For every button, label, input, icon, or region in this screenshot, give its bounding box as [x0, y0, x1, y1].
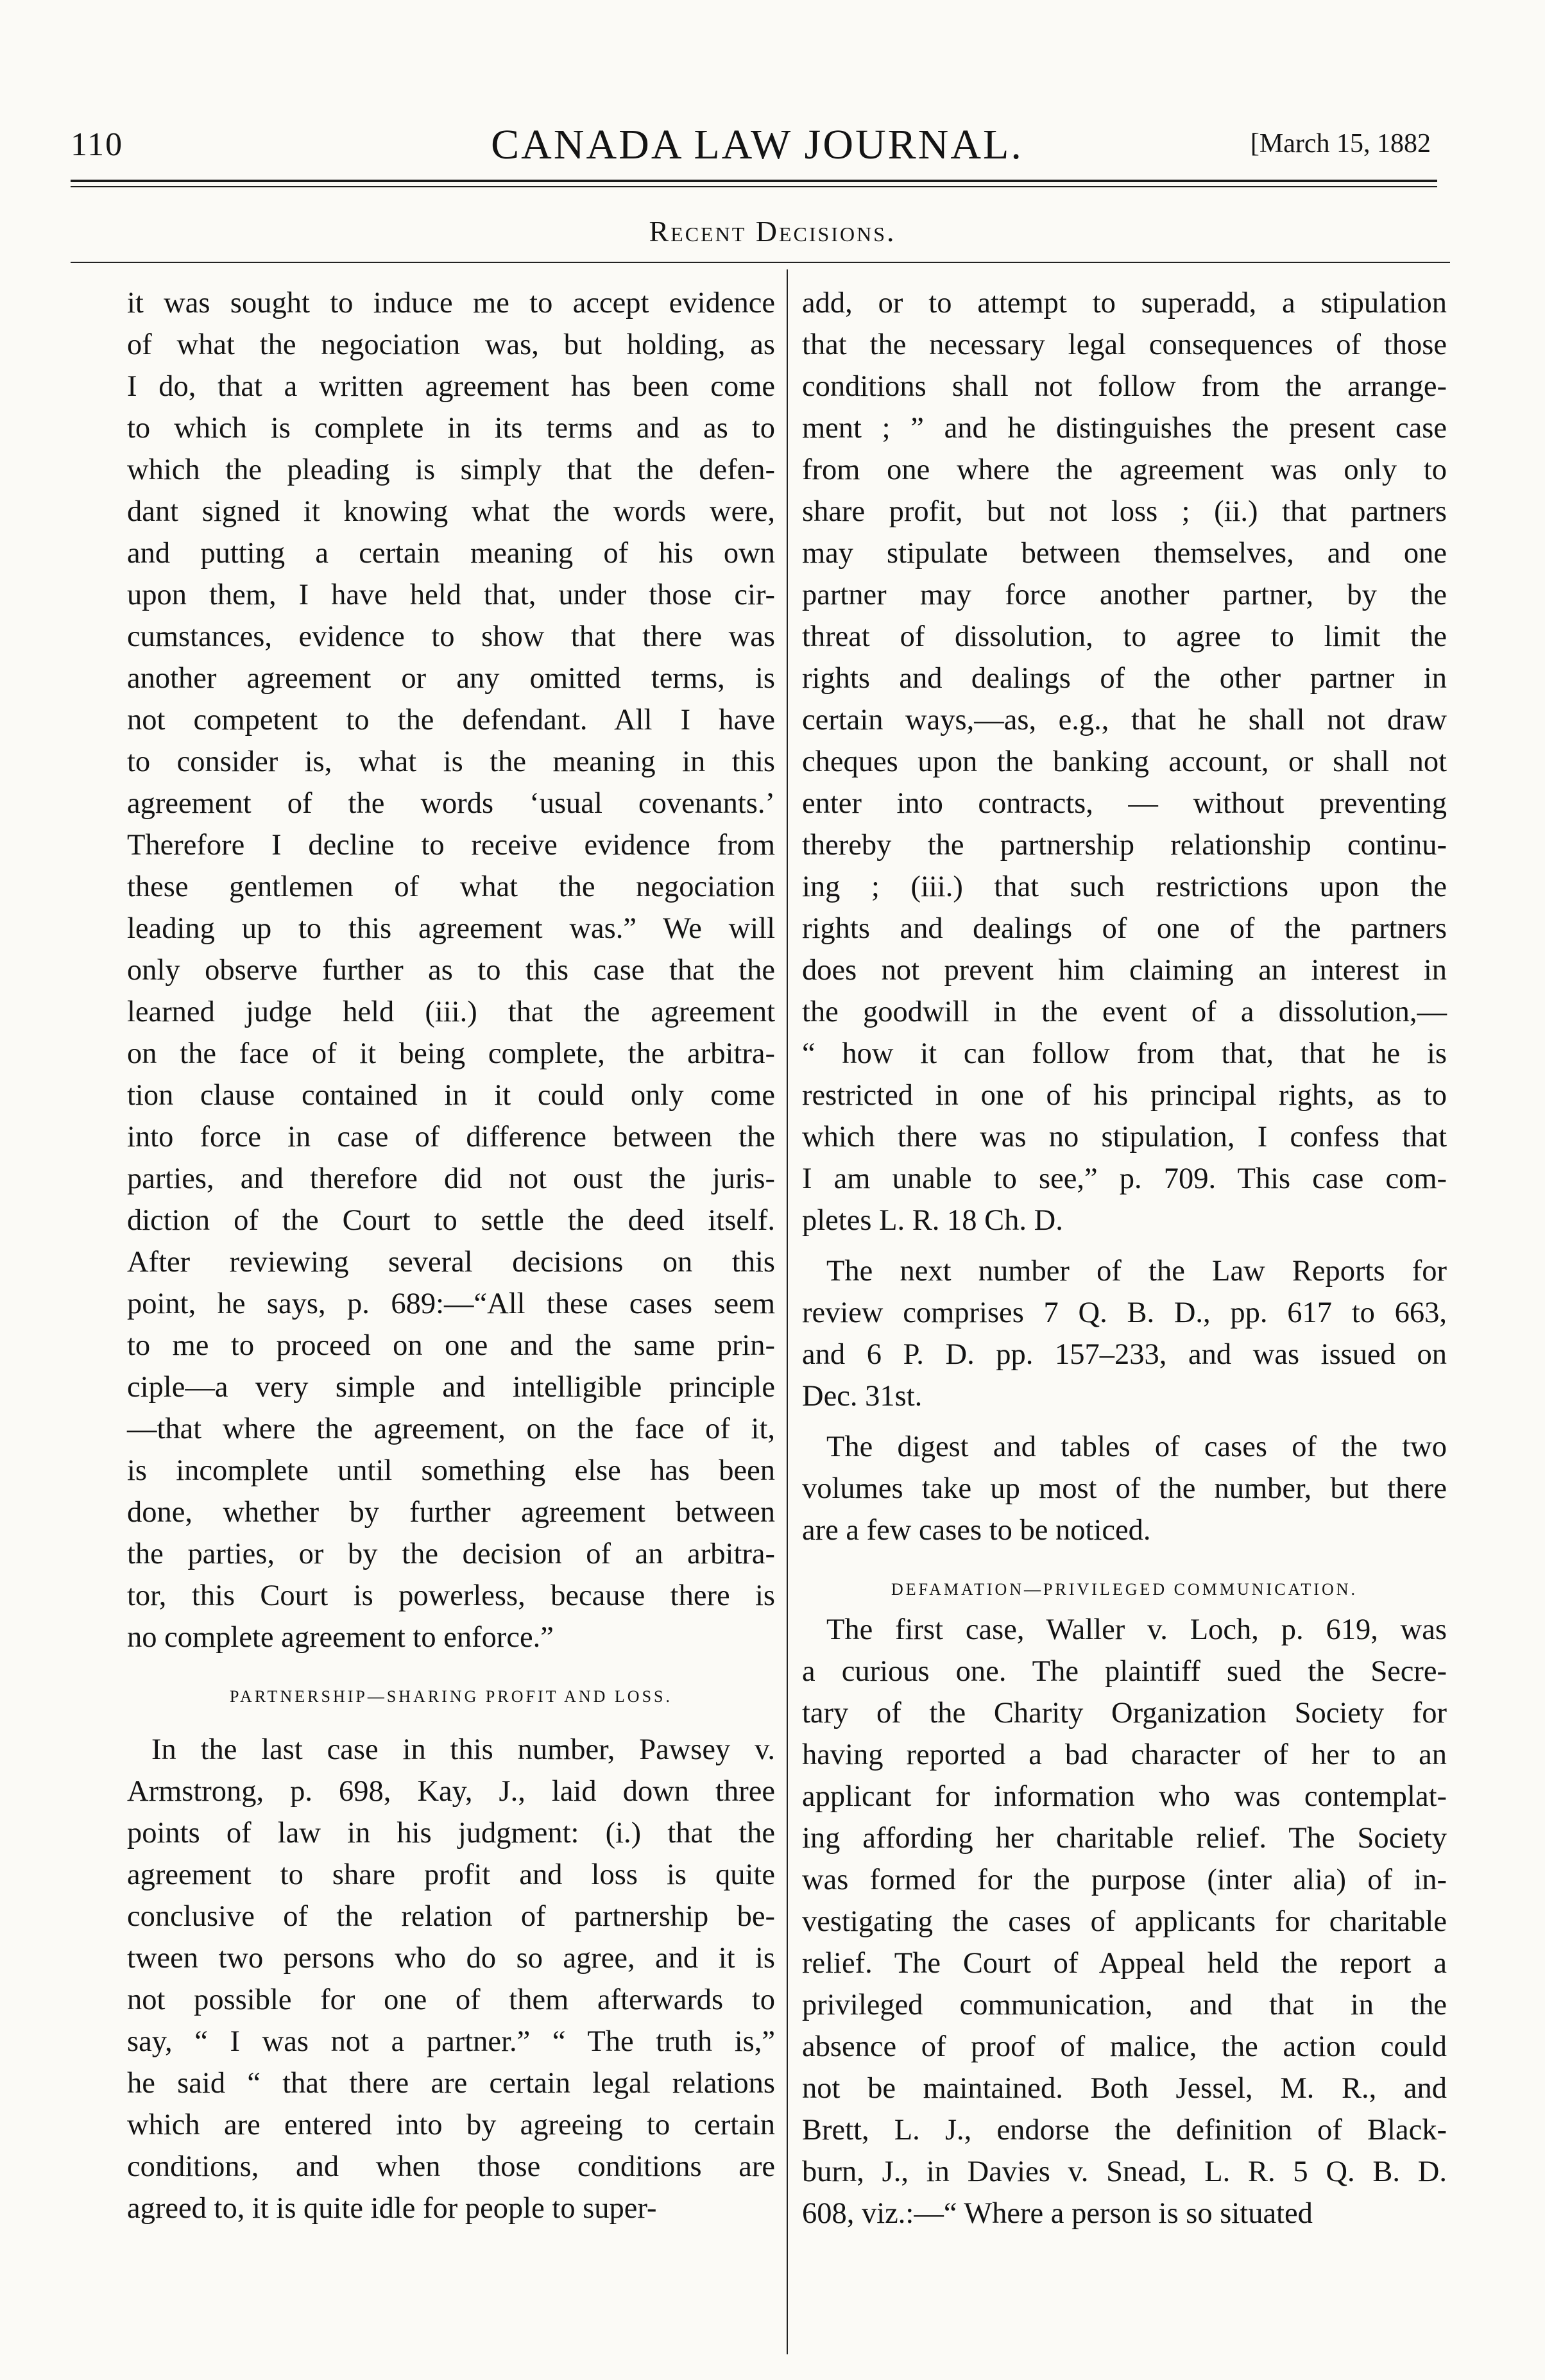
text-line: rights and dealings of one of the partners: [802, 912, 1447, 945]
text-line: is incomplete until something else has been: [127, 1454, 775, 1487]
text-line: After reviewing several decisions on this: [127, 1246, 775, 1279]
text-line: of what the negociation was, but holding, as: [127, 328, 775, 361]
text-line: another agreement or any omitted terms, is: [127, 662, 775, 695]
text-line: ing ; (iii.) that such restrictions upon the: [802, 871, 1447, 903]
text-line: diction of the Court to settle the deed itself.: [127, 1204, 775, 1237]
text-line: a curious one. The plaintiff sued the Secre-: [802, 1655, 1447, 1688]
text-line: pletes L. R. 18 Ch. D.: [802, 1204, 1063, 1237]
text-line: ment ; ” and he distinguishes the present case: [802, 412, 1447, 445]
text-line: the parties, or by the decision of an arbitra-: [127, 1538, 775, 1570]
text-line: volumes take up most of the number, but there: [802, 1472, 1447, 1505]
text-line: upon them, I have held that, under those cir-: [127, 579, 775, 611]
issue-date: [March 15, 1882: [1250, 129, 1431, 158]
right-paragraph-3: [802, 1426, 1447, 1551]
header-rule: [71, 180, 1437, 182]
text-line: parties, and therefore did not oust the juris-: [127, 1162, 775, 1195]
text-line: applicant for information who was contemplat-: [802, 1780, 1447, 1813]
column-divider: [787, 269, 788, 2354]
text-line: 608, viz.:—“ Where a person is so situated: [802, 2197, 1313, 2230]
text-line: which are entered into by agreeing to certain: [127, 2109, 775, 2141]
text-line: tor, this Court is powerless, because there is: [127, 1579, 775, 1612]
text-line: say, “ I was not a partner.” “ The truth is,”: [127, 2025, 775, 2058]
text-line: relief. The Court of Appeal held the report a: [802, 1947, 1447, 1980]
right-paragraph-1: [802, 282, 1447, 1241]
text-line: does not prevent him claiming an interest in: [802, 954, 1447, 987]
text-line: I do, that a written agreement has been come: [127, 370, 775, 403]
text-line: conditions, and when those conditions are: [127, 2150, 775, 2183]
text-line: vestigating the cases of applicants for charitable: [802, 1905, 1447, 1938]
page-number: 110: [71, 126, 124, 163]
text-line: cheques upon the banking account, or shall not: [802, 745, 1447, 778]
text-line: review comprises 7 Q. B. D., pp. 617 to 663,: [802, 1296, 1447, 1329]
text-line: point, he says, p. 689:—“All these cases seem: [127, 1288, 775, 1320]
text-line: ing affording her charitable relief. The Society: [802, 1822, 1447, 1855]
text-line: agreement to share profit and loss is quite: [127, 1858, 775, 1891]
left-column: [127, 282, 775, 2229]
text-line: from one where the agreement was only to: [802, 454, 1447, 486]
text-line: I am unable to see,” p. 709. This case com-: [802, 1162, 1447, 1195]
text-line: Dec. 31st.: [802, 1380, 923, 1413]
text-line: to me to proceed on one and the same prin-: [127, 1329, 775, 1362]
text-line: that the necessary legal consequences of those: [802, 328, 1447, 361]
text-line: to consider is, what is the meaning in this: [127, 745, 775, 778]
text-line: enter into contracts, — without preventing: [802, 787, 1447, 820]
text-line: having reported a bad character of her to an: [802, 1738, 1447, 1771]
text-line: done, whether by further agreement between: [127, 1496, 775, 1529]
text-line: Brett, L. J., endorse the definition of Black-: [802, 2114, 1447, 2146]
right-column: [802, 282, 1447, 2234]
journal-title: CANADA LAW JOURNAL.: [491, 121, 1023, 168]
text-line: restricted in one of his principal rights, as to: [802, 1079, 1447, 1112]
section-subheading-partnership: PARTNERSHIP—SHARING PROFIT AND LOSS.: [229, 1687, 672, 1706]
text-line: which the pleading is simply that the defen-: [127, 454, 775, 486]
text-line: leading up to this agreement was.” We will: [127, 912, 775, 945]
text-line: conclusive of the relation of partnership be-: [127, 1900, 775, 1933]
page-header: [71, 121, 1444, 177]
text-line: The next number of the Law Reports for: [826, 1255, 1447, 1288]
running-head-rule: [71, 262, 1450, 263]
text-line: In the last case in this number, Pawsey v.: [151, 1733, 775, 1766]
text-line: tween two persons who do so agree, and it is: [127, 1942, 775, 1975]
running-head: Recent Decisions.: [649, 215, 896, 248]
text-line: tary of the Charity Organization Society for: [802, 1697, 1447, 1730]
left-paragraph-2: [127, 1729, 775, 2229]
text-line: it was sought to induce me to accept evidence: [127, 287, 775, 319]
text-line: absence of proof of malice, the action could: [802, 2030, 1447, 2063]
text-line: not possible for one of them afterwards to: [127, 1984, 775, 2016]
section-subheading-defamation: DEFAMATION—PRIVILEGED COMMUNICATION.: [891, 1580, 1358, 1599]
right-paragraph-4: [802, 1609, 1447, 2234]
text-line: on the face of it being complete, the arbitra-: [127, 1037, 775, 1070]
text-line: these gentlemen of what the negociation: [127, 871, 775, 903]
text-line: partner may force another partner, by the: [802, 579, 1447, 611]
text-line: no complete agreement to enforce.”: [127, 1621, 554, 1654]
text-line: are a few cases to be noticed.: [802, 1514, 1151, 1547]
text-line: the goodwill in the event of a dissolution,—: [802, 996, 1447, 1028]
text-line: Armstrong, p. 698, Kay, J., laid down three: [127, 1775, 775, 1808]
text-line: and putting a certain meaning of his own: [127, 537, 775, 570]
text-line: points of law in his judgment: (i.) that the: [127, 1817, 775, 1849]
text-line: conditions shall not follow from the arrange-: [802, 370, 1447, 403]
text-line: only observe further as to this case that the: [127, 954, 775, 987]
text-line: The digest and tables of cases of the two: [826, 1431, 1447, 1463]
text-line: —that where the agreement, on the face of it,: [127, 1413, 775, 1445]
text-line: rights and dealings of the other partner in: [802, 662, 1447, 695]
text-line: was formed for the purpose (inter alia) of in-: [802, 1864, 1447, 1896]
text-line: cumstances, evidence to show that there was: [127, 620, 775, 653]
text-line: agreed to, it is quite idle for people to super-: [127, 2192, 657, 2225]
text-line: share profit, but not loss ; (ii.) that partners: [802, 495, 1447, 528]
left-paragraph-1: [127, 282, 775, 1658]
right-paragraph-2: [802, 1250, 1447, 1417]
text-line: The first case, Waller v. Loch, p. 619, was: [826, 1613, 1447, 1646]
text-line: “ how it can follow from that, that he is: [802, 1037, 1447, 1070]
text-line: burn, J., in Davies v. Snead, L. R. 5 Q. B. D.: [802, 2155, 1447, 2188]
text-line: Therefore I decline to receive evidence from: [127, 829, 775, 862]
text-line: ciple—a very simple and intelligible principle: [127, 1371, 775, 1404]
text-line: tion clause contained in it could only come: [127, 1079, 775, 1112]
text-line: not be maintained. Both Jessel, M. R., and: [802, 2072, 1447, 2105]
text-line: which there was no stipulation, I confess that: [802, 1121, 1447, 1153]
text-line: not competent to the defendant. All I have: [127, 704, 775, 736]
text-line: learned judge held (iii.) that the agreement: [127, 996, 775, 1028]
text-line: add, or to attempt to superadd, a stipulation: [802, 287, 1447, 319]
text-line: certain ways,—as, e.g., that he shall not draw: [802, 704, 1447, 736]
text-line: privileged communication, and that in the: [802, 1989, 1447, 2021]
text-line: thereby the partnership relationship continu-: [802, 829, 1447, 862]
text-line: to which is complete in its terms and as to: [127, 412, 775, 445]
text-line: he said “ that there are certain legal relations: [127, 2067, 775, 2100]
text-line: into force in case of difference between the: [127, 1121, 775, 1153]
text-line: agreement of the words ‘usual covenants.’: [127, 787, 775, 820]
header-rule-thin: [71, 186, 1437, 187]
text-line: may stipulate between themselves, and one: [802, 537, 1447, 570]
text-line: dant signed it knowing what the words were,: [127, 495, 775, 528]
text-line: and 6 P. D. pp. 157–233, and was issued on: [802, 1338, 1447, 1371]
text-line: threat of dissolution, to agree to limit the: [802, 620, 1447, 653]
